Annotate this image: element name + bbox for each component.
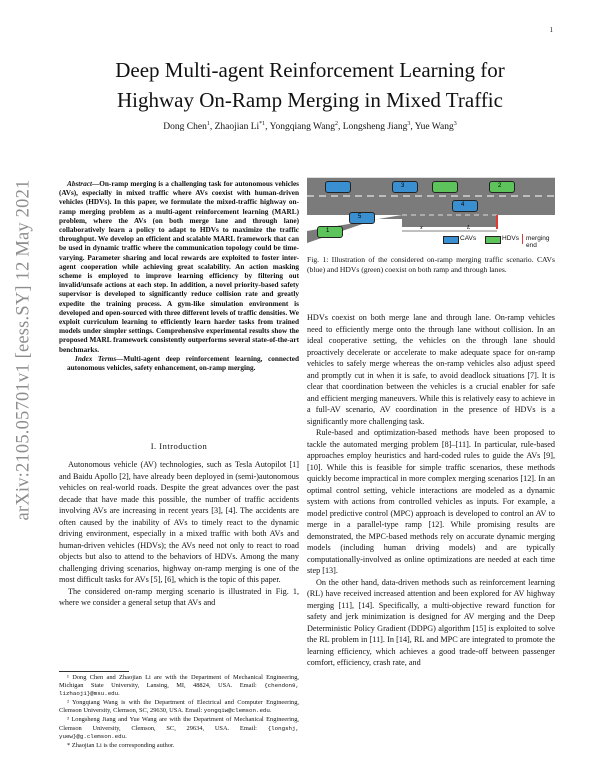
body-paragraph: On the other hand, data-driven methods such as reinforcement learning (RL) have received increased attention and been explored for AV highway merging [11], [14]. Specifically, a multi-objective reward function for safety and jerk minimization is designed for AV merging and the Deep Deterministic Policy Gradient (DDPG) algorithm [15] is exploited to solve the RL problem in [11]. In [14], RL and MPC are integrated to promote the learning efficiency, which achieves a good trade-off between passenger comfort, efficiency, crash rate, and [307,577,555,667]
footnote: ² Yongqiang Wang is with the Department of Electrical and Computer Engineering, Clemson University, Clemson, SC, 29630, USA. Email: yongqiw@clemson.edu. [59,699,299,715]
author: Zhaojian Li$^{*1}$ [214,121,266,133]
section-heading: I. Introduction [150,441,208,451]
vehicle: 2 [489,181,515,193]
paper-title [60,55,560,115]
vehicle [325,181,351,193]
arxiv-stamp [6,179,42,521]
vehicle: 4 [452,200,478,212]
figure-caption: Fig. 1: Illustration of the considered on-ramp merging traffic scenario. CAVs (blue) and HDVs (green) coexist on both ramp and through lanes. [307,255,555,274]
vehicle [432,181,458,193]
index-terms: Index Terms—Multi-agent deep reinforcement learning, connected autonomous vehicles, safety enhancement, on-ramp merging. [67,354,299,373]
vehicle: 5 [349,212,375,224]
footnotes [59,674,299,751]
dim-x-label: x [420,225,423,231]
footnote: ¹ Dong Chen and Zhaojian Li are with the Department of Mechanical Engineering, Michigan State University, Lansing, MI, 48824, USA. Email: {chendon9, lizhaoj1}@msu.edu. [59,674,299,698]
right-column-text [307,312,555,669]
author: Yue Wang$^3$ [414,121,457,133]
author-list: Dong Chen$^1$, Zhaojian Li$^{*1}$, Yongqiang Wang$^2$, Longsheng Jiang$^3$, Yue Wang$^3$ [163,121,457,133]
merge-lane [402,215,497,227]
abstract-label: Abstract [67,180,92,188]
legend-swatch [443,236,459,244]
author: Longsheng Jiang$^3$ [342,121,411,133]
title-line-1: Deep Multi-agent Reinforcement Learning for [115,58,505,82]
legend-label: CAVs [460,235,477,242]
footnote: * Zhaojian Li is the corresponding author. [67,741,175,749]
author: Yongqiang Wang$^2$ [269,121,338,133]
author: Dong Chen$^1$ [163,121,210,133]
body-paragraph: HDVs coexist on both merge lane and through lane. On-ramp vehicles need to efficiently merge onto the through lane without collision. In an ideal cooperative setting, the vehicles on the through lane should proactively decelerate or accelerate to make adequate space for on-ramp vehicles to safely merge whereas the on-ramp vehicles also adjust speed and promptly cut in when it is safe, to avoid deadlock situations [7]. It is clear that coordination between the vehicles is a crucial enabler for safe and efficient merging maneuvers. While this is relatively easy to achieve in a full-AV scenario, AV coordination in the presence of HDVs is a significantly more challenging task. [307,313,555,426]
vehicle: 3 [392,181,418,193]
dim-L-label: L [467,225,471,231]
footnote: ³ Longsheng Jiang and Yue Wang are with the Department of Mechanical Engineering, Clemson University, Clemson, SC, 29634, USA. Email: {longshj, yuew}@g.clemson.edu. [59,716,299,740]
body-paragraph: Rule-based and optimization-based methods have been proposed to tackle the automated merging problem [8]–[11]. In particular, rule-based approaches employ heuristics and hard-coded rules to guide the AVs [9], [10]. While this is feasible for simple traffic scenarios, these methods quickly become impractical in more complex merging scenarios [12]. In an optimal control setting, vehicle interactions are modeled as a dynamic system with actions from controlled vehicles as inputs. For example, a model predictive control (MPC) approach is developed to control an AV to merge in a parallel-type ramp [12]. While promising results are demonstrated, the MPC-based methods rely on accurate dynamic merging models (including human driving models) and are typically computationally-involved as online optimizations are needed at each time step [13]. [307,428,555,575]
legend-swatch [522,234,523,244]
arxiv-id: arXiv:2105.05701v1 [eess.SY] 12 May 2021 [13,179,34,521]
footnote-rule [59,671,129,672]
abstract-paragraph: Abstract—On-ramp merging is a challenging task for autonomous vehicles (AVs), especially in mixed traffic where AVs coexist with human-driven vehicles (HDVs). In this paper, we formulate the mixed-traffic highway on-ramp merging problem as a multi-agent reinforcement learning (MARL) problem, where the AVs (on both merge lane and through lane) collaboratively learn a policy to adapt to HDVs to maximize the traffic throughput. We develop an efficient and scalable MARL framework that can be used in dynamic traffic where the communication topology could be time-varying. Parameter sharing and local rewards are exploited to foster inter-agent cooperation while achieving great scalability. An action masking scheme is employed to improve learning efficiency by filtering out invalid/unsafe actions at each step. In addition, a novel priority-based safety supervisor is developed to significantly reduce collision rate and greatly expedite the training process. A gym-like simulation environment is developed and open-sourced with three different levels of traffic densities. We exploit curriculum learning to efficiently learn harder tasks from trained models under simpler settings. Comprehensive experimental results show the proposed MARL framework consistently outperforms several state-of-the-art benchmarks. [59,180,299,354]
legend-label: HDVs [502,235,519,242]
index-terms-label: Index Terms [75,354,117,363]
vehicle: 1 [317,226,343,238]
title-line-2: Highway On-Ramp Merging in Mixed Traffic [117,88,503,112]
abstract [59,180,299,373]
page-number: 1 [549,26,553,34]
figure-1 [307,173,555,248]
intro-text [59,459,299,609]
intro-paragraph: The considered on-ramp merging scenario is illustrated in Fig. 1, where we consider a general setup that AVs and [59,586,299,607]
legend-swatch [485,236,501,244]
intro-paragraph: Autonomous vehicle (AV) technologies, such as Tesla Autopilot [1] and Baidu Apollo [2], have already been deployed in (semi-)autonomous vehicles on real-world roads. Despite the great advances over the past decade that have made this possible, the number of traffic accidents involving AVs are increasing in recent years [3], [4]. The accidents are often caused by the inability of AVs to timely react to the dynamic driving environment, especially in a mixed traffic with both AVs and human-driven vehicles (HDVs); the AVs need not only to react to road objects but also to attend to the behaviors of HDVs. Among the many challenging driving scenarios, highway on-ramp merging is one of the most difficult tasks for AVs [5], [6], which is the topic of this paper. [59,460,299,584]
legend-label: merging end [526,235,550,249]
